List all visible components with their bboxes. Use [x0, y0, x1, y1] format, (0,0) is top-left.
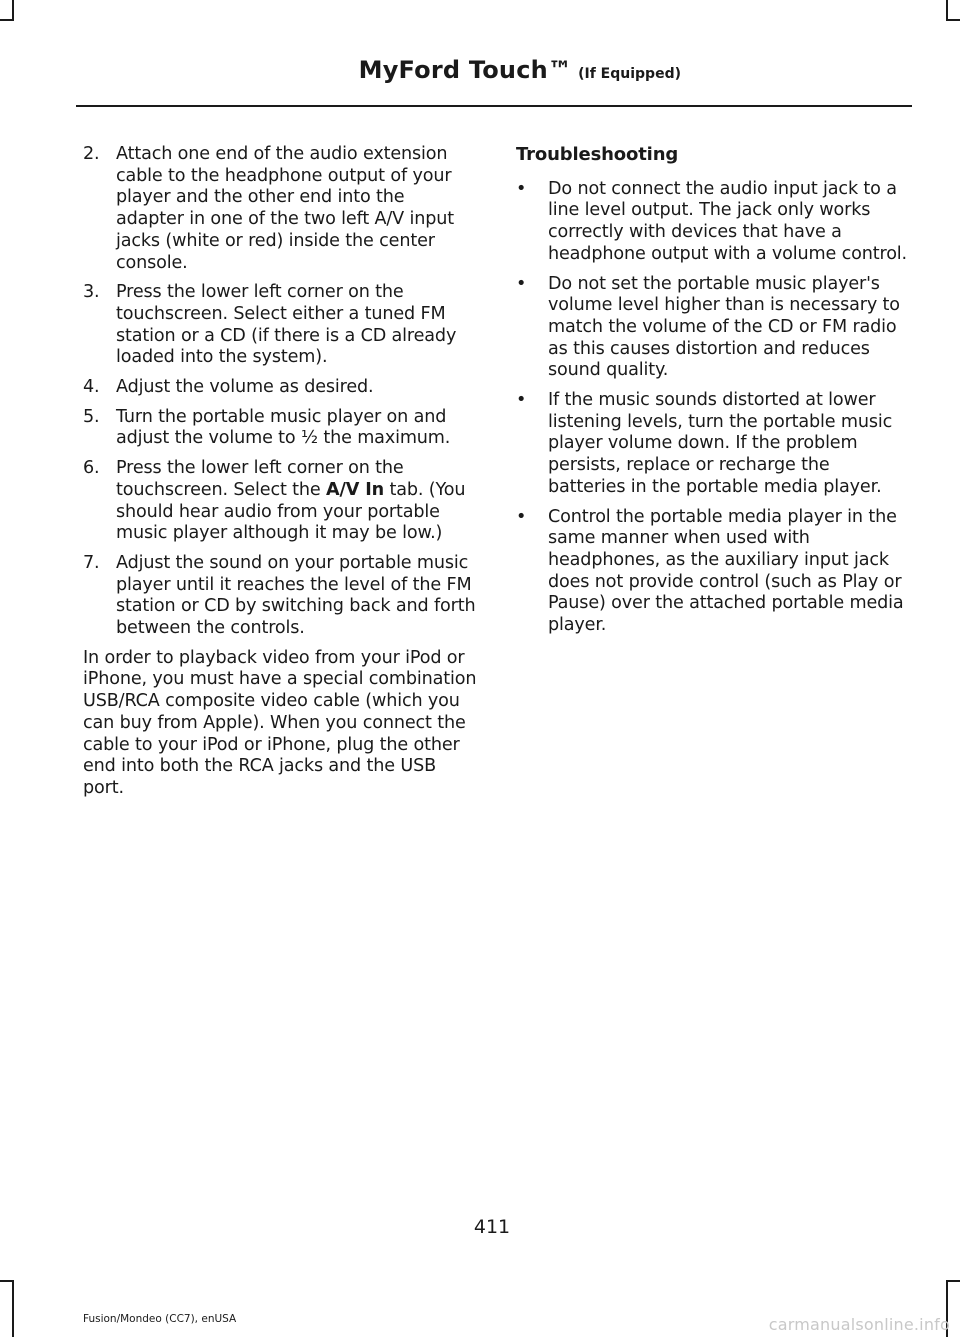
crop-mark: [12, 1280, 14, 1337]
footer-model: Fusion/Mondeo (CC7), enUSA: [83, 1313, 237, 1325]
step-text: [116, 458, 465, 543]
step-number: 4.: [83, 377, 100, 398]
list-item: [83, 458, 477, 545]
bullet-text: Do not set the portable music player's volume level higher than is necessary to match the volume of the CD or FM radio as this causes distortion and reduces sound quality.: [548, 273, 900, 381]
bullet-icon: •: [516, 178, 527, 199]
page-number: 411: [473, 1216, 511, 1238]
bullet-text: Do not connect the audio input jack to a line level output. The jack only works correctly with devices that have a headphone output with a volume control.: [548, 178, 907, 264]
bullet-text: If the music sounds distorted at lower listening levels, turn the portable music player volume down. If the problem persists, replace or recharge the batteries in the portable media player.: [548, 390, 893, 497]
step-number: 2.: [83, 144, 100, 164]
header-title: MyFord Touch™: [358, 56, 573, 84]
step-text: Adjust the sound on your portable music player until it reaches the level of the FM station or CD by switching back and forth between the controls.: [116, 552, 476, 639]
step-number: 7.: [83, 552, 100, 573]
crop-mark: [946, 1280, 960, 1282]
step-number: 5.: [83, 406, 100, 427]
bullet-icon: •: [516, 390, 527, 411]
list-item: [516, 179, 910, 266]
list-item: [83, 282, 477, 369]
step-text-start: Press the lower left corner on the touchscreen. Select the: [116, 458, 404, 500]
crop-mark: [946, 19, 960, 21]
av-in-tab-label: A/V In: [326, 479, 385, 500]
step-text-end: tab. (You should hear audio from your portable music player although it may be low.): [116, 479, 466, 544]
list-item: [516, 274, 910, 383]
bullet-icon: •: [516, 273, 527, 294]
step-text: Attach one end of the audio extension cable to the headphone output of your player and the other end into the adapter in one of the two left A/V input jacks (white or red) inside the center console.: [116, 144, 455, 273]
right-column: [516, 144, 910, 645]
list-item: [83, 407, 477, 450]
list-item: [516, 507, 910, 637]
watermark: carmanualsonline.info: [768, 1315, 950, 1334]
page-header: [359, 56, 681, 84]
list-item: [516, 390, 910, 499]
crop-mark: [0, 19, 14, 21]
left-column: [83, 144, 477, 800]
list-item: [83, 144, 477, 274]
header-rule: [76, 105, 912, 107]
step-text: Turn the portable music player on and adjust the volume to ½ the maximum.: [116, 406, 451, 449]
header-subtitle: (If Equipped): [578, 66, 681, 82]
video-playback-paragraph: In order to playback video from your iPod or iPhone, you must have a special combination USB/RCA composite video cable (which you can buy from Apple). When you connect the cable to your iPod or iPhone, plug the other end into both the RCA jacks and the USB port.: [83, 647, 477, 798]
list-item: [83, 377, 477, 399]
bullet-text: Control the portable media player in the same manner when used with headphones, as the auxiliary input jack does not provide control (such as Play or Pause) over the attached portable media player.: [548, 506, 904, 636]
crop-mark: [946, 0, 948, 20]
step-number: 3.: [83, 282, 100, 303]
step-text: Adjust the volume as desired.: [116, 377, 374, 398]
step-number: 6.: [83, 458, 100, 479]
list-item: [83, 553, 477, 640]
troubleshooting-heading: Troubleshooting: [516, 144, 679, 165]
crop-mark: [12, 0, 14, 20]
bullet-icon: •: [516, 506, 527, 527]
crop-mark: [0, 1280, 14, 1282]
step-text: Press the lower left corner on the touchscreen. Select either a tuned FM station or a CD (if there is a CD already loaded into the system).: [116, 282, 457, 368]
